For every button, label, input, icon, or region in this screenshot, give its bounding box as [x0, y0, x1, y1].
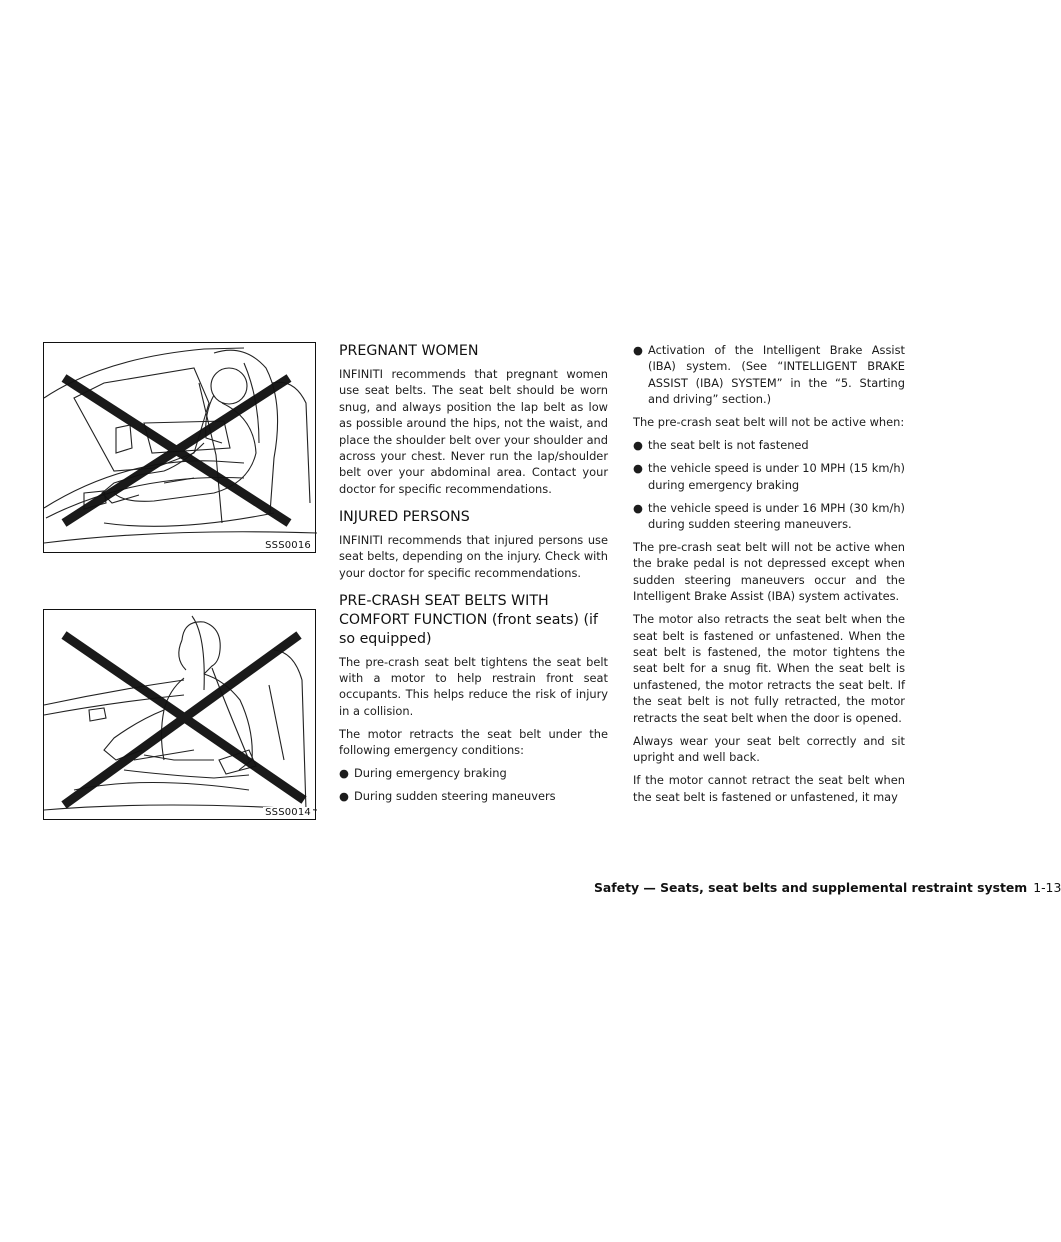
list-item — [339, 788, 608, 804]
bullet-icon: ● — [633, 500, 643, 515]
paragraph-motor-retracts: The motor also retracts the seat belt when the seat belt is fastened or unfastened. When the seat belt is fastened, the motor tightens the seat belt for a snug fit. When the seat belt is unfastened, the motor retracts the seat belt. If the seat belt is not fully retracted, the motor retracts the seat belt when the door is opened. — [633, 612, 905, 725]
figure-label: SSS0016 — [265, 540, 311, 551]
paragraph-always-wear: Always wear your seat belt correctly and sit upright and well back. — [633, 733, 905, 765]
page-number: 1-13 — [1033, 880, 1061, 895]
paragraph-pregnant: INFINITI recommends that pregnant women use seat belts. The seat belt should be worn snug, and always position the lap belt as low as possible around the hips, not the waist, and place the shoulder belt over your shoulder and across your chest. Never run the lap/shoulder belt over your abdominal area. Contact your doctor for specific recommendations. — [339, 367, 608, 496]
prohibited-belt-misuse-occupant-illustration — [44, 610, 317, 821]
list-item — [633, 500, 905, 533]
figure-label: SSS0014 — [265, 807, 311, 818]
heading-pre-crash: PRE-CRASH SEAT BELTS WITH COMFORT FUNCTION (front seats) (if so equipped) — [339, 592, 598, 647]
list-item-text: the vehicle speed is under 16 MPH (30 km/h) during sudden steering maneuvers. — [648, 500, 905, 532]
list-item-text: During emergency braking — [354, 766, 507, 781]
paragraph-brake-pedal: The pre-crash seat belt will not be active when the brake pedal is not depressed except when sudden steering maneuvers occur and the Intelligent Brake Assist (IBA) system activates. — [633, 540, 905, 604]
paragraph-not-active-when: The pre-crash seat belt will not be active when: — [633, 415, 905, 430]
list-item-text: the seat belt is not fastened — [648, 438, 809, 453]
heading-pregnant-women: PREGNANT WOMEN — [339, 343, 479, 359]
list-item — [339, 765, 608, 781]
text-column-middle — [339, 342, 608, 811]
paragraph-motor-cannot: If the motor cannot retract the seat belt when the seat belt is fastened or unfastened, it may — [633, 773, 905, 804]
list-item — [633, 460, 905, 493]
list-item-text: the vehicle speed is under 10 MPH (15 km/h) during emergency braking — [648, 461, 905, 492]
text-column-right — [633, 342, 905, 812]
heading-injured-persons: INJURED PERSONS — [339, 508, 470, 525]
bullet-icon: ● — [339, 789, 349, 804]
bullet-icon: ● — [633, 343, 643, 357]
bullet-icon: ● — [633, 438, 643, 453]
list-item — [633, 342, 905, 408]
paragraph-injured: INFINITI recommends that injured persons use seat belts, depending on the injury. Check with your doctor for specific recommendations. — [339, 532, 608, 580]
paragraph-precrash-intro: The pre-crash seat belt tightens the seat belt with a motor to help restrain front seat occupants. This helps reduce the risk of injury in a collision. — [339, 654, 608, 718]
list-item-text: During sudden steering maneuvers — [354, 789, 556, 804]
bullet-icon: ● — [633, 461, 643, 476]
figure-belt-misuse — [43, 609, 316, 820]
footer-section-title: Safety — Seats, seat belts and supplemental restraint system — [594, 880, 1028, 895]
list-item — [633, 437, 905, 453]
bullet-icon: ● — [339, 766, 349, 781]
prohibited-pregnant-seated-occupant-illustration — [44, 343, 317, 554]
figure-pregnant-woman — [43, 342, 316, 553]
page-footer — [594, 880, 1061, 895]
list-item-text: Activation of the Intelligent Brake Assist (IBA) system. (See “INTELLIGENT BRAKE ASSIST (IBA) SYSTEM” in the “5. Starting and driving” section.) — [648, 343, 905, 407]
paragraph-precrash-conditions: The motor retracts the seat belt under the following emergency conditions: — [339, 726, 608, 758]
